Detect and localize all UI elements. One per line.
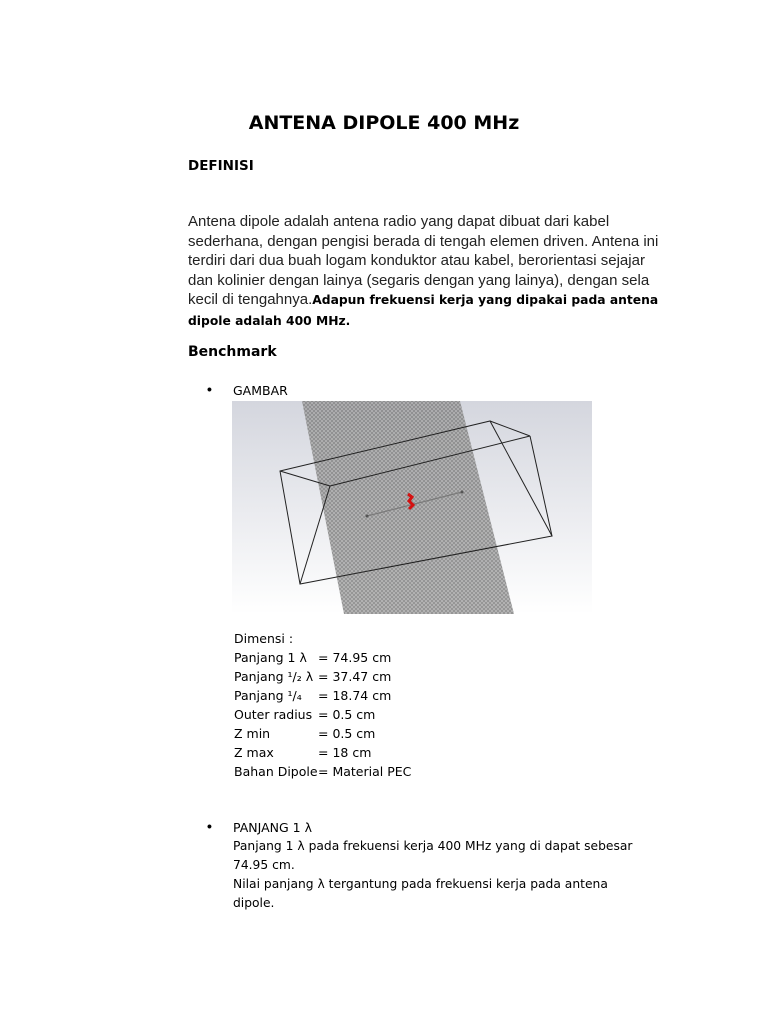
dimensi-value: = 74.95 cm (318, 650, 392, 665)
definisi-text: Antena dipole adalah antena radio yang dapat dibuat dari kabel sederhana, dengan pengisi berada di tengah elemen driven. Antena ini terdiri dari dua buah logam konduktor atau kabel, berorientasi sejajar dan kolinier dengan lainya (segaris dengan yang lainya), dengan sela kecil di tengahnya. (188, 213, 659, 308)
dimensi-heading: Dimensi : (234, 631, 294, 646)
dimensi-row (234, 648, 411, 667)
dimensi-value: = 18 cm (318, 745, 372, 760)
panjang-paragraph (233, 837, 653, 913)
dimensi-value: = 37.47 cm (318, 669, 392, 684)
page-title: ANTENA DIPOLE 400 MHz (248, 112, 520, 134)
dimensi-label: Bahan Dipole (234, 764, 318, 779)
dimensi-label: Z min (234, 726, 271, 741)
dimensi-row (234, 667, 411, 686)
dimensi-row (234, 743, 411, 762)
dimensi-row (234, 705, 411, 724)
dimensi-block (234, 629, 411, 781)
benchmark-heading: Benchmark (188, 344, 277, 360)
dimensi-label: Panjang ¹/₂ λ (234, 669, 314, 684)
definisi-continuation: Adapun frekuensi kerja yang dipakai pada antena dipole adalah 400 MHz. (188, 293, 659, 328)
panjang-line: Nilai panjang λ tergantung pada frekuensi kerja pada antena dipole. (233, 877, 608, 910)
panjang-line: Panjang 1 λ pada frekuensi kerja 400 MHz yang di dapat sebesar (233, 839, 633, 853)
antenna-simulation-figure (232, 401, 592, 614)
gambar-label: GAMBAR (233, 383, 288, 398)
bullet-gambar: • (207, 381, 212, 397)
bullet-panjang: • (207, 818, 212, 834)
dimensi-value: = 0.5 cm (318, 726, 376, 741)
dimensi-row (234, 724, 411, 743)
dimensi-label: Panjang ¹/₄ (234, 688, 302, 703)
panjang-label: PANJANG 1 λ (233, 820, 312, 835)
dimensi-value: = 0.5 cm (318, 707, 376, 722)
panjang-line: 74.95 cm. (233, 858, 295, 872)
dimensi-label: Panjang 1 λ (234, 650, 307, 665)
dimensi-row (234, 762, 411, 781)
definisi-heading: DEFINISI (188, 158, 254, 174)
dimensi-label: Z max (234, 745, 274, 760)
dimensi-value: = Material PEC (318, 764, 412, 779)
dimensi-value: = 18.74 cm (318, 688, 392, 703)
dimensi-row (234, 686, 411, 705)
dimensi-label: Outer radius (234, 707, 313, 722)
definisi-paragraph (188, 212, 668, 331)
